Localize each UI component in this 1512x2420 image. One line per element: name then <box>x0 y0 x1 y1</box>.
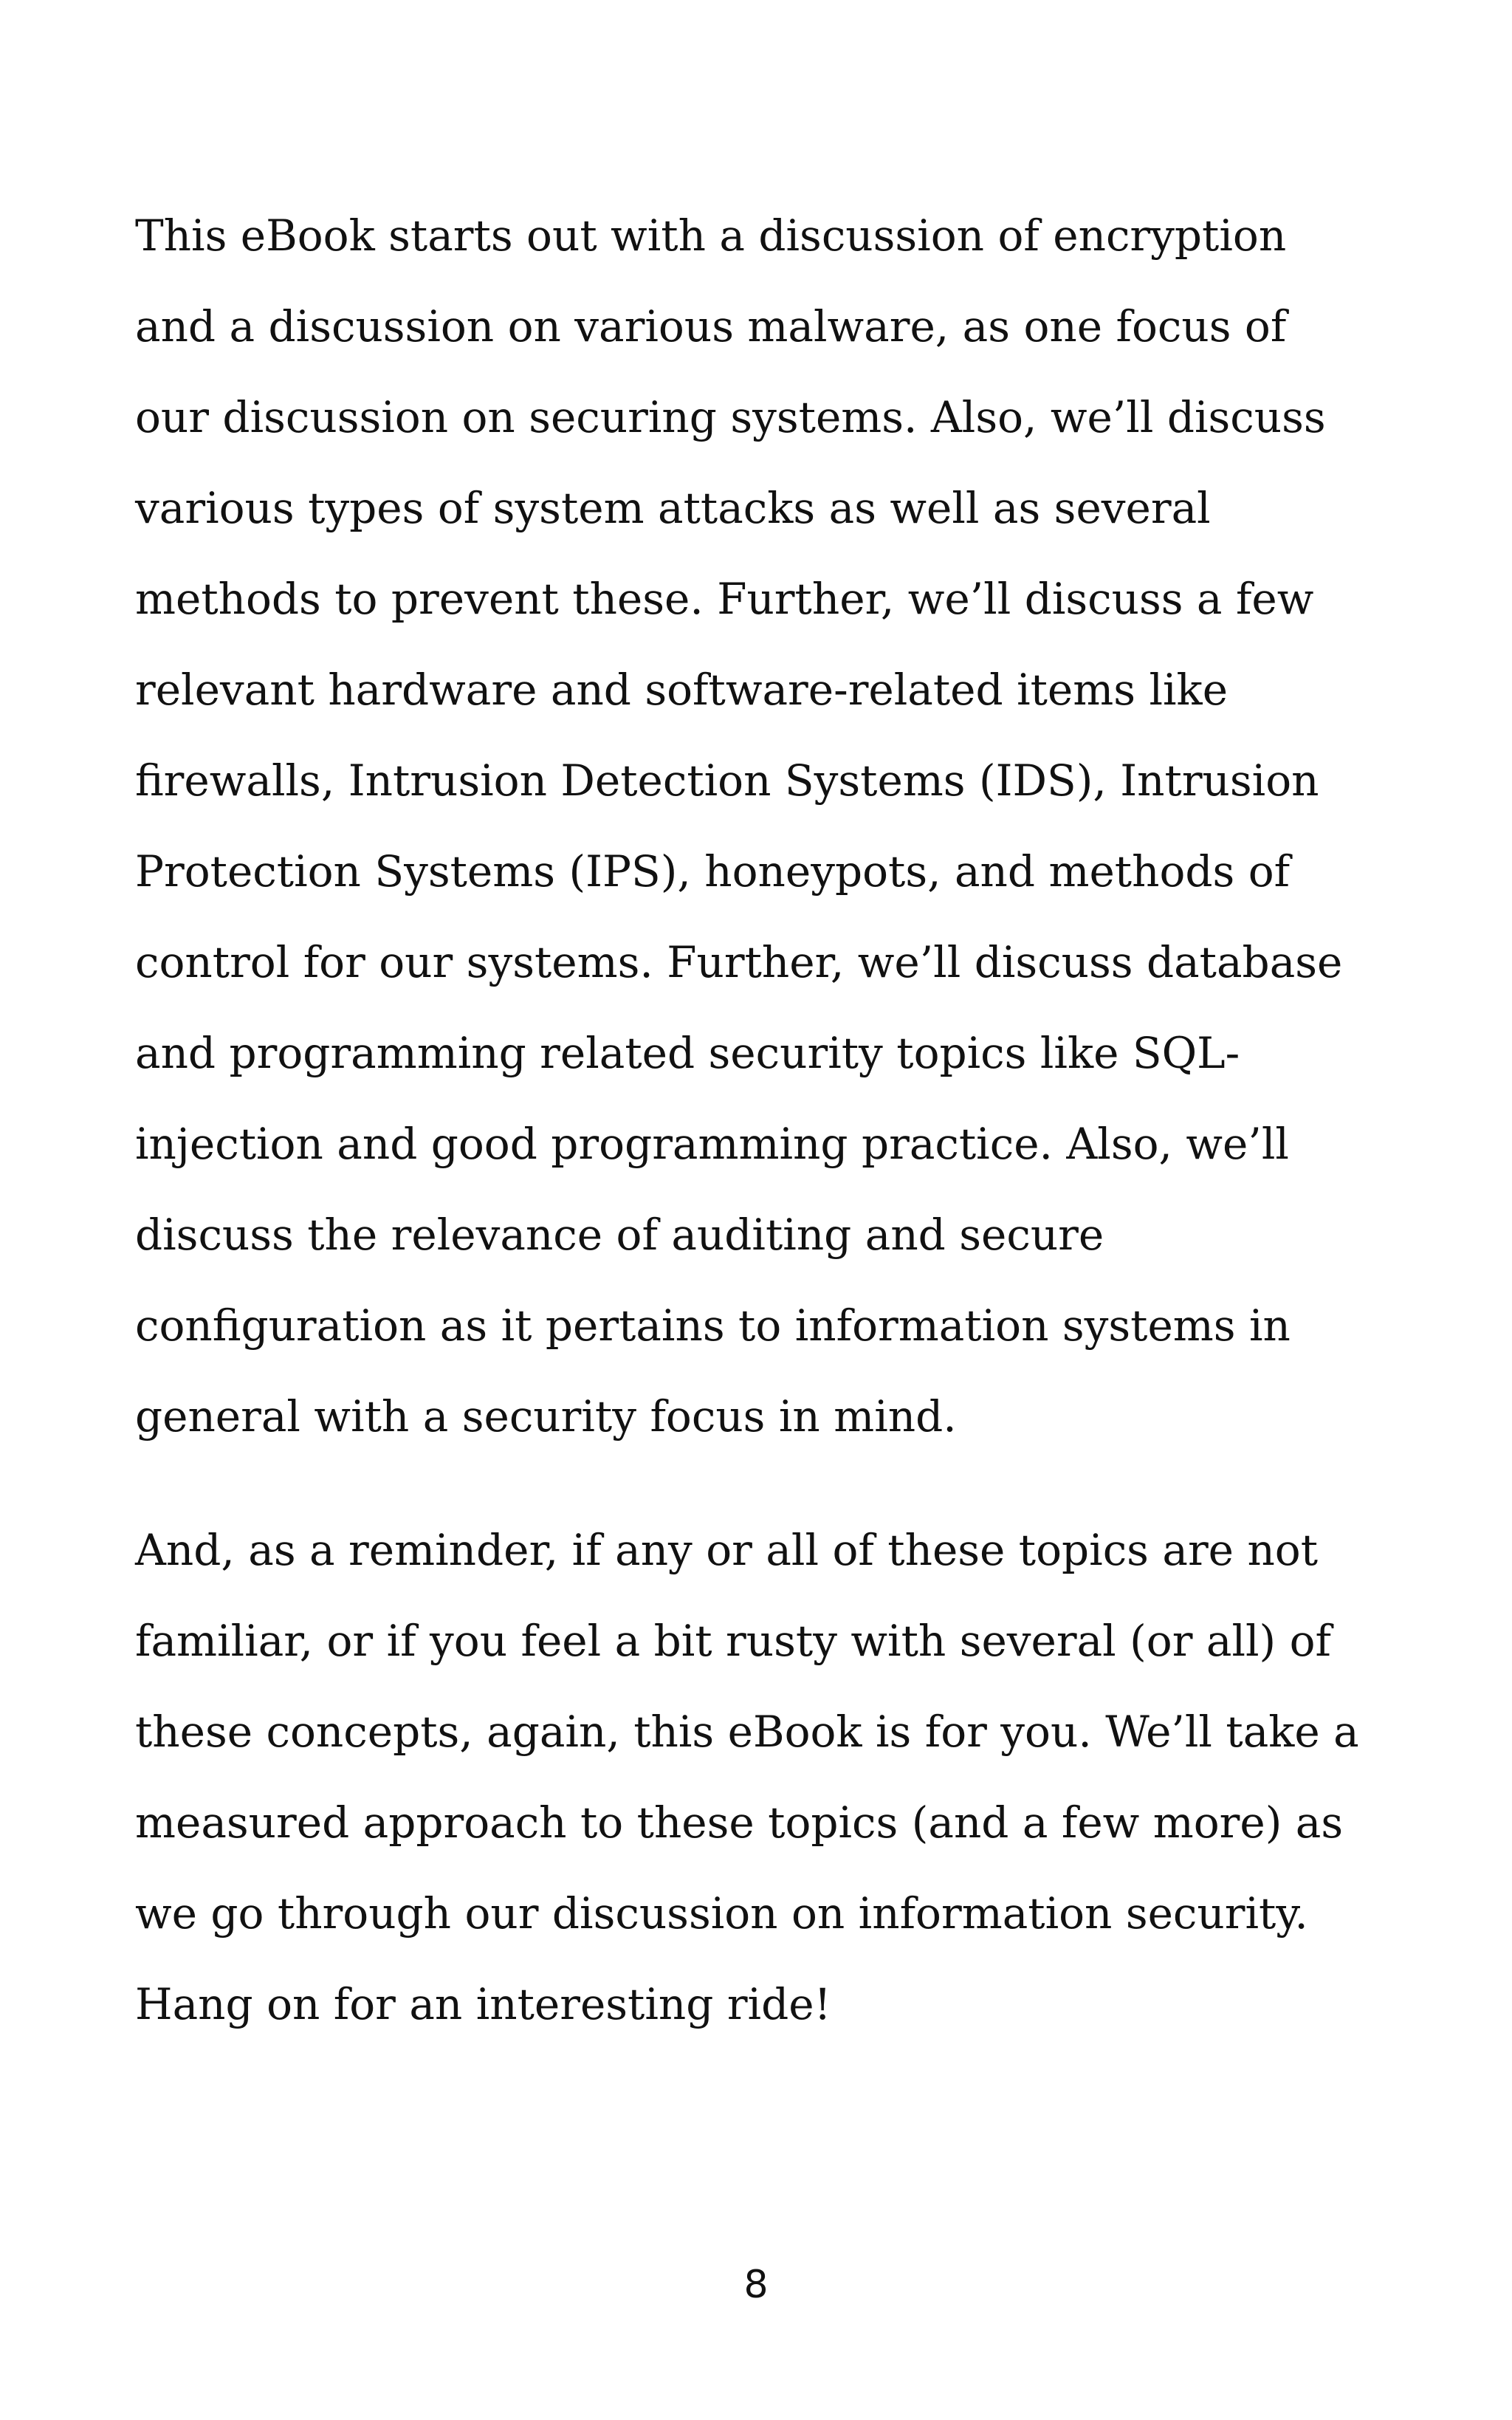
page-number: 8 <box>743 2263 769 2307</box>
text-line: injection and good programming practice. Also, we’ll <box>135 1119 1289 1169</box>
text-line: Hang on for an interesting ride! <box>135 1979 831 2029</box>
text-line: we go through our discussion on information security. <box>135 1888 1308 1939</box>
text-line: control for our systems. Further, we’ll discuss database <box>135 937 1343 987</box>
text-line: methods to prevent these. Further, we’ll discuss a few <box>135 574 1314 624</box>
text-line: firewalls, Intrusion Detection Systems (IDS), Intrusion <box>135 755 1319 806</box>
text-line: This eBook starts out with a discussion of encryption <box>135 210 1287 261</box>
text-line: configuration as it pertains to information systems in <box>135 1300 1291 1351</box>
paragraph-1 <box>135 191 1375 1462</box>
text-line: relevant hardware and software-related items like <box>135 665 1228 715</box>
text-line: And, as a reminder, if any or all of these topics are not <box>135 1525 1319 1575</box>
text-line: our discussion on securing systems. Also, we’ll discuss <box>135 392 1326 442</box>
paragraph-2 <box>135 1505 1375 2050</box>
text-line: and a discussion on various malware, as one focus of <box>135 301 1287 352</box>
body-text <box>135 191 1375 2093</box>
text-line: measured approach to these topics (and a few more) as <box>135 1797 1344 1848</box>
text-line: familiar, or if you feel a bit rusty with several (or all) of <box>135 1616 1332 1666</box>
text-line: general with a security focus in mind. <box>135 1391 957 1442</box>
text-line: various types of system attacks as well as several <box>135 483 1211 533</box>
text-line: these concepts, again, this eBook is for you. We’ll take a <box>135 1707 1359 1757</box>
text-line: and programming related security topics like SQL- <box>135 1028 1240 1078</box>
text-line: Protection Systems (IPS), honeypots, and methods of <box>135 846 1291 897</box>
text-line: discuss the relevance of auditing and secure <box>135 1210 1104 1260</box>
